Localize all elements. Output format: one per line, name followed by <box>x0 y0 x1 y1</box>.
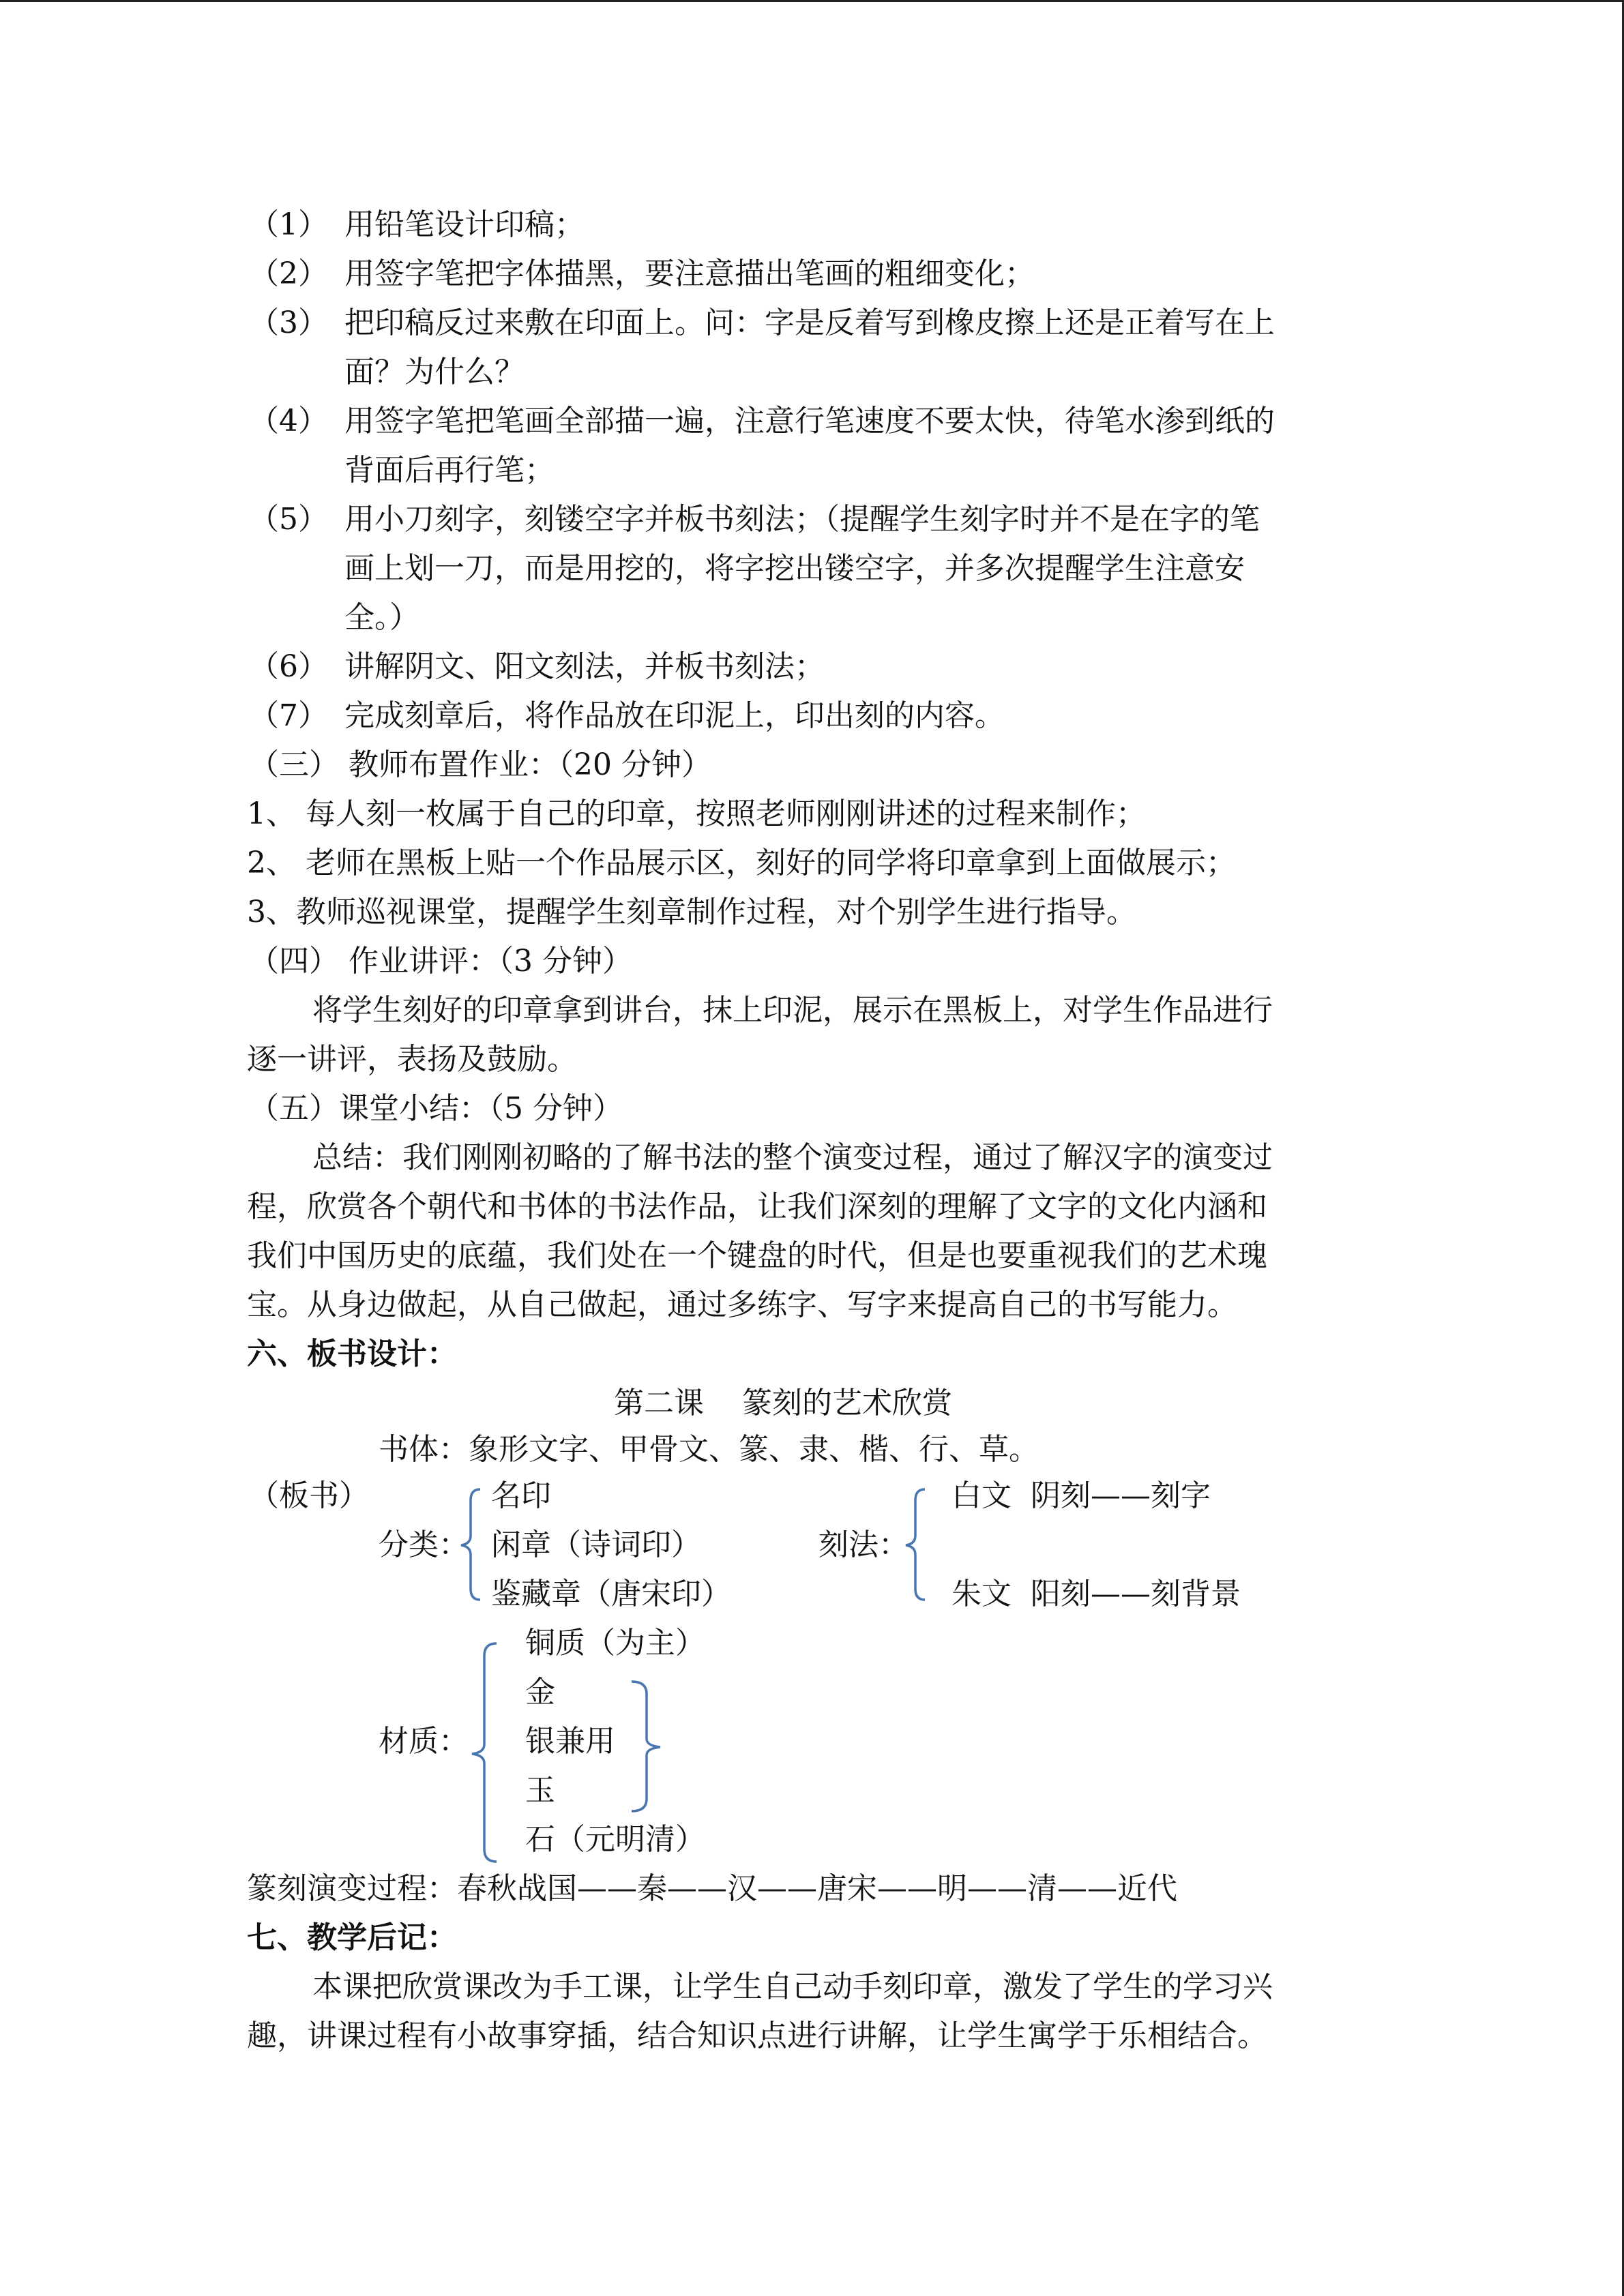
section-3-heading: （三） 教师布置作业：（20 分钟） <box>249 747 711 782</box>
category-brace <box>456 1487 486 1602</box>
step-6-line-1: 讲解阴文、阳文刻法，并板书刻法； <box>344 649 825 684</box>
step-2-number: （2） <box>249 256 328 291</box>
step-5-line-1: 用小刀刻字，刻镂空字并板书刻法；（提醒学生刻字时并不是在字的笔 <box>344 502 1260 537</box>
material-item-5: 石（元明清） <box>525 1822 705 1857</box>
step-5-line-3: 全。） <box>344 600 419 635</box>
material-item-4: 玉 <box>525 1773 555 1808</box>
section-7-para-line-2: 趣，讲课过程有小故事穿插，结合知识点进行讲解，让学生寓学于乐相结合。 <box>247 2018 1267 2053</box>
step-4-number: （4） <box>249 404 328 438</box>
board-title: 第二课 篆刻的艺术欣赏 <box>614 1386 952 1420</box>
material-item-3: 银兼用 <box>525 1724 615 1759</box>
board-fonts-line: 书体：象形文字、甲骨文、篆、隶、楷、行、草。 <box>379 1432 1039 1467</box>
carving-item-2: 朱文 阳刻——刻背景 <box>951 1577 1241 1611</box>
step-7-line-1: 完成刻章后，将作品放在印泥上，印出刻的内容。 <box>344 698 1005 733</box>
section-5-para-line-2: 程，欣赏各个朝代和书体的书法作品，让我们深刻的理解了文字的文化内涵和 <box>247 1189 1267 1224</box>
section-4-para-line-2: 逐一讲评，表扬及鼓励。 <box>247 1042 577 1077</box>
step-3-line-1: 把印稿反过来敷在印面上。问：字是反着写到橡皮擦上还是正着写在上 <box>344 305 1275 340</box>
section-5-heading: （五）课堂小结：（5 分钟） <box>249 1091 623 1126</box>
material-brace-outer <box>468 1641 502 1866</box>
step-4-line-2: 背面后再行笔； <box>344 453 555 488</box>
board-label: （板书） <box>249 1478 369 1513</box>
step-1-line-1: 用铅笔设计印稿； <box>344 207 585 242</box>
assignment-item-2: 2、 老师在黑板上贴一个作品展示区，刻好的同学将印章拿到上面做展示； <box>247 846 1236 880</box>
step-4-line-1: 用签字笔把笔画全部描一遍，注意行笔速度不要太快，待笔水渗到纸的 <box>344 404 1275 438</box>
material-brace-inner <box>628 1679 671 1815</box>
step-7-number: （7） <box>249 698 328 733</box>
section-4-para-line-1: 将学生刻好的印章拿到讲台，抹上印泥，展示在黑板上，对学生作品进行 <box>312 993 1273 1028</box>
material-label: 材质： <box>379 1724 469 1759</box>
step-1-number: （1） <box>249 207 328 242</box>
material-item-1: 铜质（为主） <box>525 1626 705 1660</box>
step-2-line-1: 用签字笔把字体描黑，要注意描出笔画的粗细变化； <box>344 256 1035 291</box>
section-5-para-line-1: 总结：我们刚刚初略的了解书法的整个演变过程，通过了解汉字的演变过 <box>312 1140 1273 1175</box>
category-label: 分类： <box>379 1527 469 1562</box>
step-5-number: （5） <box>249 502 328 537</box>
section-4-heading: （四） 作业讲评：（3 分钟） <box>249 944 632 979</box>
evolution-line: 篆刻演变过程：春秋战国——秦——汉——唐宋——明——清——近代 <box>247 1871 1177 1906</box>
section-6-heading: 六、板书设计： <box>247 1337 457 1371</box>
material-item-2: 金 <box>525 1675 555 1710</box>
category-item-1: 名印 <box>491 1478 551 1513</box>
step-3-number: （3） <box>249 305 328 340</box>
assignment-item-1: 1、 每人刻一枚属于自己的印章，按照老师刚刚讲述的过程来制作； <box>247 796 1146 831</box>
step-6-number: （6） <box>249 649 328 684</box>
page-border-top <box>0 0 1624 2</box>
assignment-item-3: 3、教师巡视课堂，提醒学生刻章制作过程，对个别学生进行指导。 <box>247 895 1136 929</box>
section-7-heading: 七、教学后记： <box>247 1920 457 1955</box>
step-3-line-2: 面？为什么？ <box>344 355 525 389</box>
category-item-3: 鉴藏章（唐宋印） <box>491 1577 731 1611</box>
carving-label: 刻法： <box>818 1527 909 1562</box>
section-7-para-line-1: 本课把欣赏课改为手工课，让学生自己动手刻印章，激发了学生的学习兴 <box>312 1969 1273 2004</box>
section-5-para-line-3: 我们中国历史的底蕴，我们处在一个键盘的时代，但是也要重视我们的艺术瑰 <box>247 1238 1267 1273</box>
section-5-para-line-4: 宝。从身边做起，从自己做起，通过多练字、写字来提高自己的书写能力。 <box>247 1287 1237 1322</box>
step-5-line-2: 画上划一刀，而是用挖的，将字挖出镂空字，并多次提醒学生注意安 <box>344 551 1245 586</box>
carving-brace <box>900 1487 930 1602</box>
category-item-2: 闲章（诗词印） <box>491 1527 701 1562</box>
carving-item-1: 白文 阴刻——刻字 <box>951 1478 1211 1513</box>
